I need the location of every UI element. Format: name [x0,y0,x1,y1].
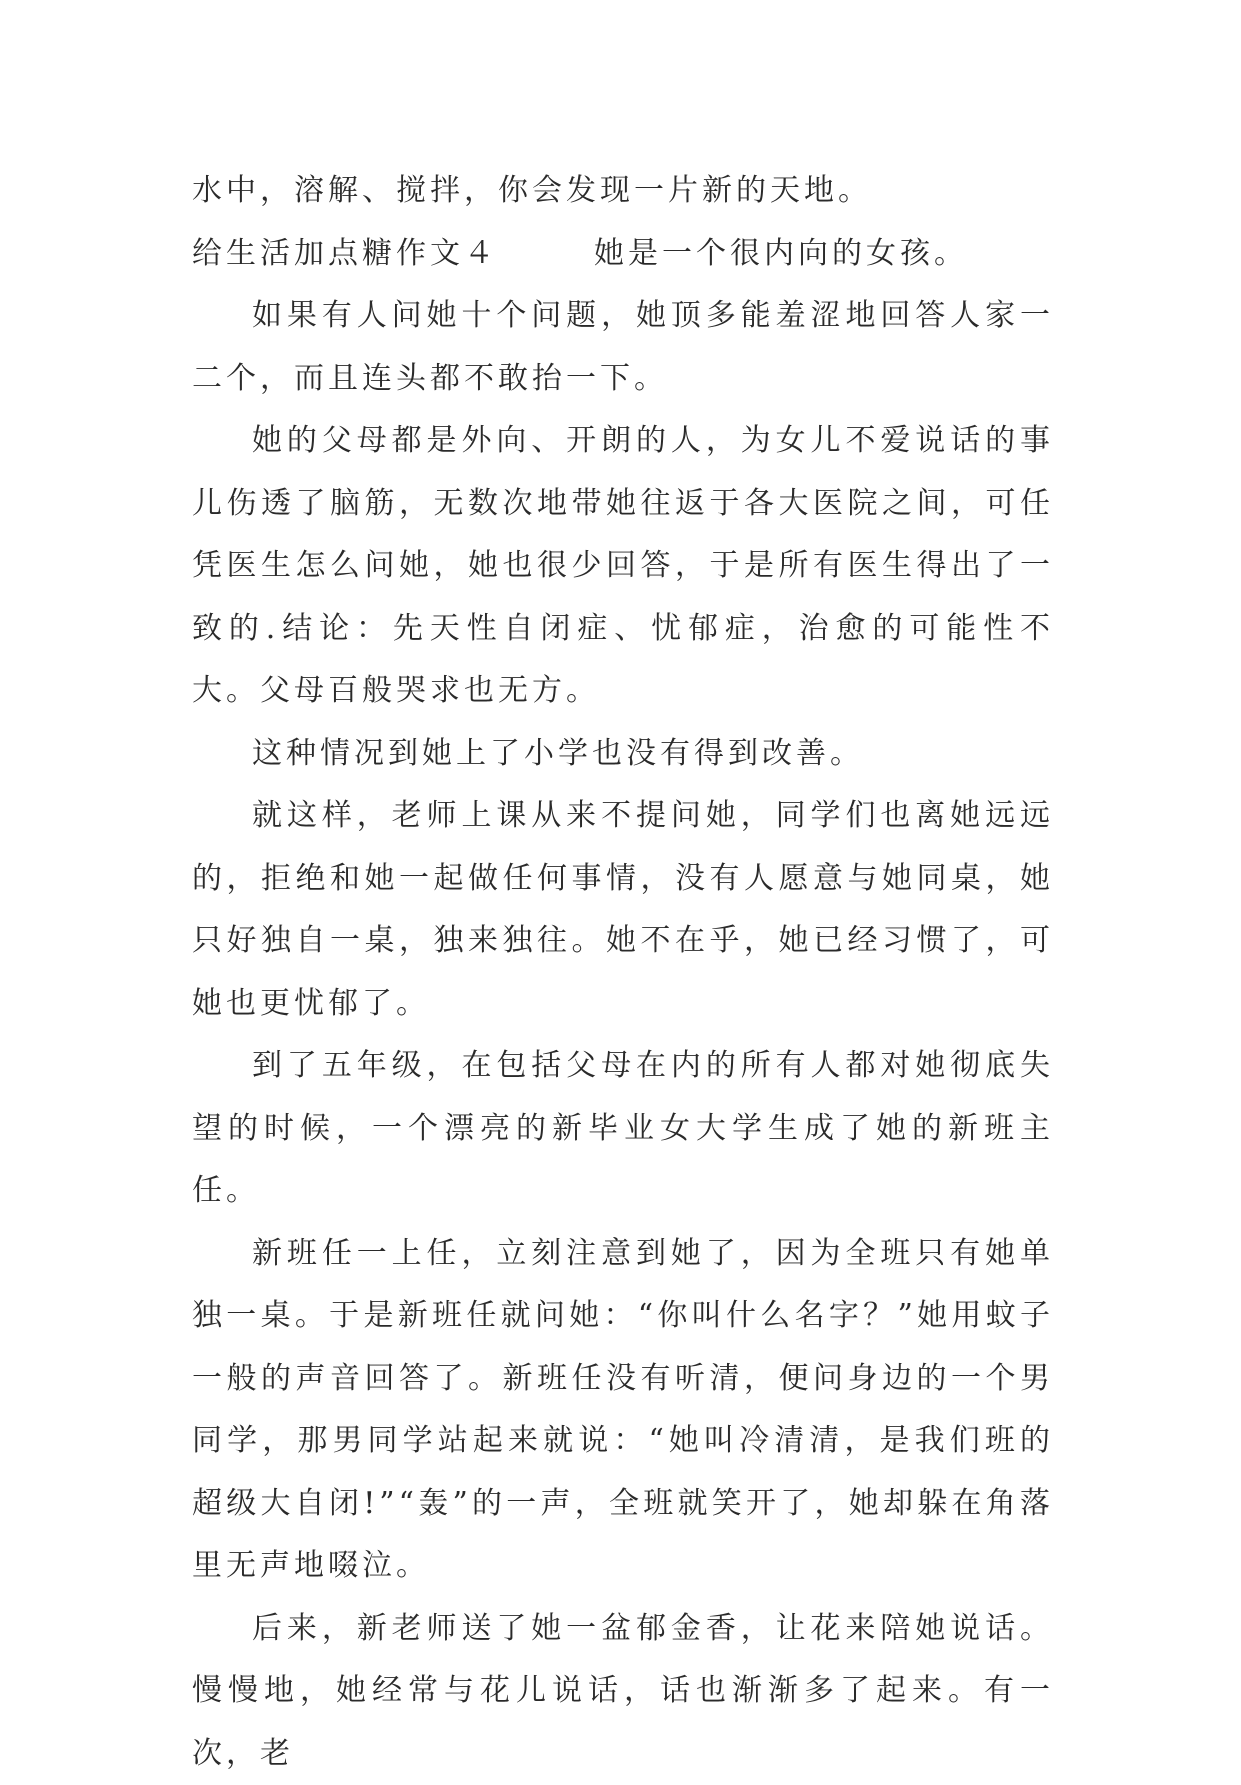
section-title-line [192,223,1054,286]
paragraph-2: 她的父母都是外向、开朗的人，为女儿不爱说话的事儿伤透了脑筋，无数次地带她往返于各大医院之间，可任凭医生怎么问她，她也很少回答，于是所有医生得出了一致的.结论：先天性自闭症、忧郁症，治愈的可能性不大。父母百般哭求也无方。 [192,410,1054,723]
paragraph-4: 就这样，老师上课从来不提问她，同学们也离她远远的，拒绝和她一起做任何事情，没有人愿意与她同桌，她只好独自一桌，独来独往。她不在乎，她已经习惯了，可她也更忧郁了。 [192,785,1054,1035]
paragraph-5: 到了五年级，在包括父母在内的所有人都对她彻底失望的时候，一个漂亮的新毕业女大学生成了她的新班主任。 [192,1035,1054,1223]
continuation-line: 水中，溶解、搅拌，你会发现一片新的天地。 [192,160,1054,223]
section-first-sentence: 她是一个很内向的女孩。 [594,236,968,271]
paragraph-7: 后来，新老师送了她一盆郁金香，让花来陪她说话。慢慢地，她经常与花儿说话，话也渐渐多了起来。有一次，老 [192,1598,1054,1785]
article-body [192,160,1054,1785]
section-title: 给生活加点糖作文４ [192,236,498,271]
paragraph-1: 如果有人问她十个问题，她顶多能羞涩地回答人家一二个，而且连头都不敢抬一下。 [192,285,1054,410]
paragraph-6: 新班任一上任，立刻注意到她了，因为全班只有她单独一桌。于是新班任就问她：“你叫什么名字？”她用蚊子一般的声音回答了。新班任没有听清，便问身边的一个男同学，那男同学站起来就说：“她叫冷清清，是我们班的超级大自闭!”“轰”的一声，全班就笑开了，她却躲在角落里无声地啜泣。 [192,1223,1054,1598]
paragraph-3: 这种情况到她上了小学也没有得到改善。 [192,723,1054,786]
